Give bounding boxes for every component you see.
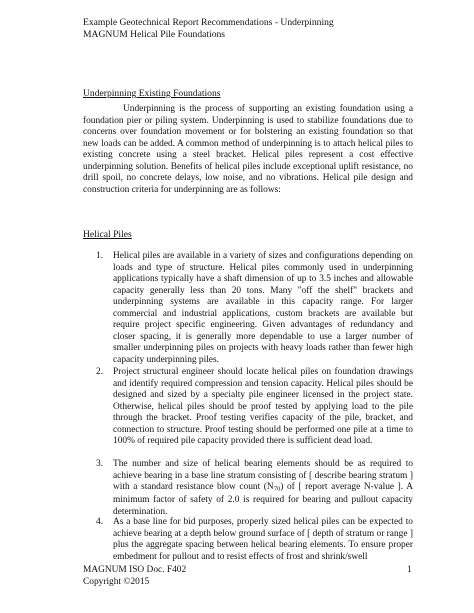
document-footer bbox=[83, 565, 186, 588]
section-heading-underpinning: Underpinning Existing Foundations bbox=[83, 88, 221, 99]
list-item-2 bbox=[96, 367, 413, 448]
list-item-number: 3. bbox=[96, 459, 104, 469]
list-item-number: 2. bbox=[96, 367, 104, 377]
list-item-text: The number and size of helical bearing elements should be as required to achieve bearing in a base line stratum consisting of [ describe bearing stratum ] with a standard resistance blow count (N bbox=[113, 459, 413, 493]
list-item-number: 4. bbox=[96, 517, 104, 527]
list-item-text: Project structural engineer should locate helical piles on foundation drawings and identify required compression and tension capacity. Helical piles should be designed and sized by a specialty pile engineer licensed in the project state. Otherwise, helical piles should be proof tested by applying load to the pile through the bracket. Proof testing verifies capacity of the pile, bracket, and connection to structure. Proof testing should be performed one pile at a time to 100% of required pile capacity provided there is sufficient dead load. bbox=[113, 367, 413, 447]
underpinning-paragraph: Underpinning is the process of supporting an existing foundation using a foundation pier or piling system. Underpinning is used to stabilize foundations due to concerns over foundation movement or for bolstering an existing foundation so that new loads can be added. A common method of underpinning is to attach helical piles to existing concrete using a steel bracket. Helical piles represent a cost effective underpinning solution. Benefits of helical piles include exceptional uplift resistance, no drill spoil, no concrete delays, low noise, and no vibrations. Helical pile design and construction criteria for underpinning are as follows: bbox=[83, 104, 413, 195]
list-item-text-continued: ) of [ report average N-value ]. A minimum factor of safety of 2.0 is required for bearing and pullout capacity determination. bbox=[113, 482, 413, 517]
list-item-text: Helical piles are available in a variety of sizes and configurations depending on loads and type of structure. Helical piles commonly used in underpinning applications typically have a shaft dimension of up to 3.5 inches and allowable capacity generally less than 20 tons. Many "off the shelf" brackets and underpinning systems are available in this capacity range. For larger commercial and industrial applications, custom brackets are available but require project specific engineering. Given advantages of redundancy and closer spacing, it is generally more dependable to use a larger number of smaller underpinning piles on projects with heavy loads rather than fewer high capacity underpinning piles. bbox=[113, 251, 413, 365]
header-line-2: MAGNUM Helical Pile Foundations bbox=[83, 28, 226, 40]
section-heading-helical-piles: Helical Piles bbox=[83, 229, 132, 240]
list-item-4 bbox=[96, 517, 413, 563]
list-item-1 bbox=[96, 251, 413, 366]
list-item-number: 1. bbox=[96, 251, 104, 261]
header-line-1: Example Geotechnical Report Recommendations - Underpinning bbox=[83, 17, 334, 28]
document-header bbox=[83, 17, 334, 40]
list-item-text: As a base line for bid purposes, properly sized helical piles can be expected to achieve bearing at a depth below ground surface of [ depth of stratum or range ] plus the aggregate spacing between helical bearing elements. To ensure proper embedment for pullout and to resist effects of frost and shrink/swell bbox=[113, 517, 413, 562]
page-number: 1 bbox=[407, 565, 412, 575]
blow-count-subscript: 70 bbox=[273, 485, 281, 493]
footer-doc-id: MAGNUM ISO Doc. F402 bbox=[83, 565, 187, 575]
footer-copyright: Copyright ©2015 bbox=[83, 576, 150, 587]
list-item-3 bbox=[96, 459, 413, 518]
